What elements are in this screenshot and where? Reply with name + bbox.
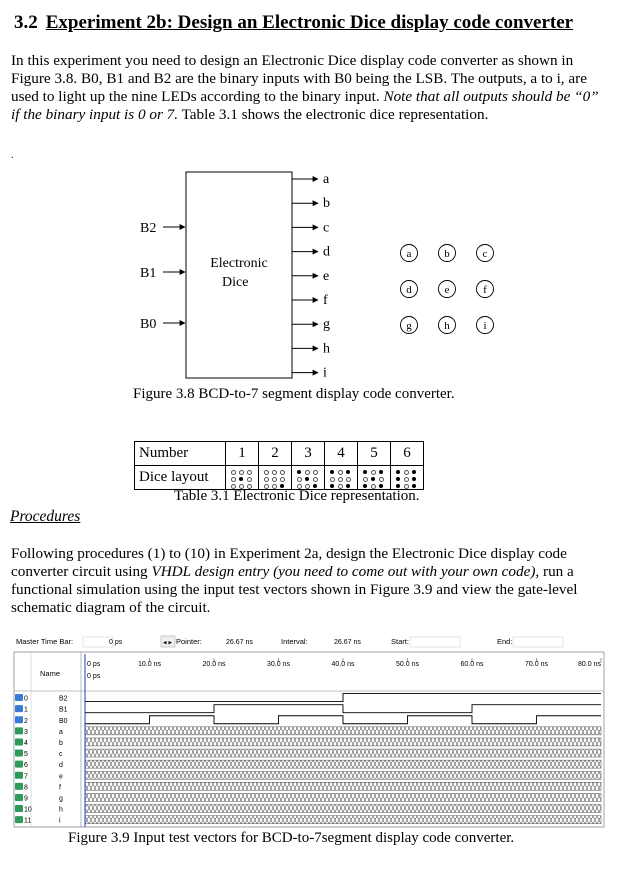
end-label: End: <box>497 637 513 646</box>
number-cell: 5 <box>358 442 391 466</box>
output-pin-icon <box>15 761 23 768</box>
led-label-g: g <box>406 320 412 332</box>
start-field[interactable] <box>410 637 460 647</box>
output-pin-icon <box>15 816 23 823</box>
dice-pip-off <box>363 477 368 482</box>
dice-pip-on <box>346 470 350 474</box>
output-label-f: f <box>323 293 328 308</box>
signal-index: 4 <box>24 739 28 747</box>
dice-pip-on <box>396 470 400 474</box>
number-cell: 4 <box>325 442 358 466</box>
output-pin-icon <box>15 772 23 779</box>
input-label-b2: B2 <box>140 221 157 236</box>
pointer-arrows-icon: ◂ ▸ <box>163 639 172 647</box>
signal-index: 3 <box>24 728 28 736</box>
signal-index: 1 <box>24 706 28 714</box>
led-label-c: c <box>482 248 488 260</box>
signal-row-c[interactable] <box>15 749 601 758</box>
signal-name: d <box>59 762 63 770</box>
signal-name: h <box>59 806 63 814</box>
time-tick-label: 40.0 ns <box>331 661 355 668</box>
led-label-e: e <box>444 284 450 296</box>
output-label-c: c <box>323 220 330 236</box>
number-cell: 1 <box>226 442 259 466</box>
dice-pip-on <box>239 477 243 481</box>
output-label-i: i <box>323 365 327 381</box>
time-tick-label: 80.0 ns <box>578 661 601 668</box>
input-label-b1: B1 <box>140 266 157 281</box>
block-label-2: Dice <box>222 275 249 290</box>
intro-sentence-1: In this experiment you need to design an Electronic Dice display code converter as shown in Figure 3.8. B0, B1 and B2 are the binary inputs with B0 being the LSB. The outputs, a to i, are used to light up the nine LEDs according to the binary input. <box>11 52 587 105</box>
dice-pip-off <box>231 477 236 482</box>
led-label-i: i <box>483 320 487 332</box>
marker-time-label: 0 ps <box>87 673 101 680</box>
number-row <box>135 442 424 466</box>
number-cell: 3 <box>292 442 325 466</box>
output-pin-icon <box>15 727 23 734</box>
led-label-f: f <box>483 284 487 296</box>
pointer-label: Pointer: <box>176 637 202 646</box>
dice-table <box>134 441 424 490</box>
layout-header: Dice layout <box>135 466 226 490</box>
output-label-h: h <box>323 341 330 357</box>
dice-pip-off <box>297 477 302 482</box>
undefined-output-waveform <box>85 793 601 801</box>
undefined-output-waveform <box>85 749 601 757</box>
dice-pip-off <box>313 477 318 482</box>
output-pin-icon <box>15 794 23 801</box>
dice-pip-off <box>231 470 236 475</box>
dice-pip-off <box>280 477 285 482</box>
signal-name: f <box>59 784 61 792</box>
figure-3-8 <box>0 160 638 386</box>
time-tick-label: 20.0 ns <box>202 661 226 668</box>
output-label-e: e <box>323 268 330 284</box>
undefined-output-waveform <box>85 805 601 813</box>
end-field[interactable] <box>513 637 563 647</box>
dice-layout-cell <box>391 466 424 490</box>
signal-row-b[interactable] <box>15 738 601 747</box>
procedures-text-1: Following procedures (1) to (10) in Experiment 2a, design the Electronic Dice display code converter circuit using <box>11 545 567 580</box>
time-tick-label: 50.0 ns <box>396 661 419 668</box>
input-pin-icon <box>15 705 23 712</box>
undefined-output-waveform <box>85 782 601 790</box>
number-header: Number <box>135 442 226 466</box>
number-cell: 2 <box>259 442 292 466</box>
dice-pip-on <box>412 477 416 481</box>
procedures-paragraph <box>11 545 599 617</box>
undefined-output-waveform <box>85 771 601 779</box>
dice-pip-off <box>264 477 269 482</box>
undefined-output-waveform <box>85 727 601 735</box>
dice-pip-off <box>247 477 252 482</box>
start-label: Start: <box>391 637 409 646</box>
figure-3-8-caption: Figure 3.8 BCD-to-7 segment display code converter. <box>133 386 455 402</box>
dice-pip-off <box>371 470 376 475</box>
undefined-output-waveform <box>85 738 601 746</box>
led-label-h: h <box>444 320 450 332</box>
procedures-heading: Procedures <box>10 508 81 525</box>
stray-dot: . <box>11 150 14 161</box>
dice-pip-on <box>330 470 334 474</box>
signal-row-a[interactable] <box>15 727 601 736</box>
signal-index: 7 <box>24 773 28 781</box>
time-tick-label: 60.0 ns <box>460 661 484 668</box>
signal-index: 9 <box>24 795 28 803</box>
output-label-d: d <box>323 244 330 260</box>
dice-pip-off <box>239 470 244 475</box>
dice-pip-off <box>305 470 310 475</box>
section-heading <box>14 12 573 34</box>
dice-pip-off <box>338 477 343 482</box>
dice-pip-off <box>346 477 351 482</box>
output-label-g: g <box>323 317 330 333</box>
dice-pip-on <box>305 477 309 481</box>
input-label-b0: B0 <box>140 317 157 332</box>
section-number: 3.2 <box>14 12 38 33</box>
signal-row-d[interactable] <box>15 760 601 769</box>
time-tick-label: 10.0 ns <box>138 661 161 668</box>
input-pin-icon <box>15 716 23 723</box>
figure-3-9-caption: Figure 3.9 Input test vectors for BCD-to-7segment display code converter. <box>68 830 515 846</box>
dice-pip-on <box>371 477 375 481</box>
signal-index: 2 <box>24 717 28 725</box>
output-pin-icon <box>15 750 23 757</box>
led-label-a: a <box>406 248 412 260</box>
table-3-1-caption: Table 3.1 Electronic Dice representation. <box>174 488 420 504</box>
dice-pip-off <box>379 477 384 482</box>
signal-name: e <box>59 773 63 781</box>
signal-row-g[interactable] <box>15 793 601 802</box>
dice-layout-cell <box>259 466 292 490</box>
master-time-value: 0 ps <box>109 639 123 646</box>
block-label-1: Electronic <box>210 256 268 271</box>
signal-name: a <box>59 728 63 736</box>
led-label-b: b <box>444 248 450 260</box>
signal-name: B0 <box>59 717 68 725</box>
output-label-a: a <box>323 172 330 187</box>
dice-pip-off <box>272 477 277 482</box>
signal-name: c <box>59 751 63 759</box>
dice-pip-off <box>280 470 285 475</box>
dice-layout-cell <box>358 466 391 490</box>
signal-name: B1 <box>59 706 68 714</box>
intro-sentence-2: Table 3.1 shows the electronic dice representation. <box>181 106 489 123</box>
signal-name: b <box>59 739 63 747</box>
interval-value: 26.67 ns <box>334 639 361 646</box>
signal-row-e[interactable] <box>15 771 601 780</box>
waveform-simulator <box>13 632 605 828</box>
dice-pip-on <box>396 477 400 481</box>
dice-pip-off <box>330 477 335 482</box>
procedures-text-italic: VHDL design entry (you need to come out with your own code), <box>151 563 540 580</box>
dice-layout-cell <box>292 466 325 490</box>
procedures-text-2: run a functional simulation using the input test vectors shown in Figure 3.9 and view the gate-level schematic diagram of the circuit. <box>11 563 578 616</box>
signal-index: 8 <box>24 784 28 792</box>
dice-layout-cell <box>226 466 259 490</box>
number-cell: 6 <box>391 442 424 466</box>
dice-pip-on <box>297 470 301 474</box>
signal-row-h[interactable] <box>15 805 601 814</box>
dice-pip-off <box>313 470 318 475</box>
led-label-d: d <box>406 284 412 296</box>
time-tick-label: 30.0 ns <box>267 661 290 668</box>
signal-index: 11 <box>24 817 32 825</box>
intro-note: Note that all outputs should be “0” if the binary input is 0 or 7. <box>11 88 599 123</box>
undefined-output-waveform <box>85 760 601 768</box>
signal-name: B2 <box>59 695 68 703</box>
output-pin-icon <box>15 783 23 790</box>
pointer-value: 26.67 ns <box>226 639 253 646</box>
dice-pip-off <box>247 470 252 475</box>
input-pin-icon <box>15 694 23 701</box>
dice-pip-on <box>363 470 367 474</box>
interval-label: Interval: <box>281 637 308 646</box>
signal-index: 10 <box>24 806 32 814</box>
dice-layout-cell <box>325 466 358 490</box>
dice-pip-off <box>272 470 277 475</box>
output-label-b: b <box>323 196 330 212</box>
signal-index: 6 <box>24 762 28 770</box>
master-time-bar-label: Master Time Bar: <box>16 637 74 646</box>
signal-row-f[interactable] <box>15 782 601 791</box>
output-pin-icon <box>15 805 23 812</box>
signal-index: 0 <box>24 695 28 703</box>
intro-paragraph <box>11 52 599 124</box>
signal-row-i[interactable] <box>15 816 601 825</box>
dice-pip-off <box>404 470 409 475</box>
signal-name: i <box>59 817 61 825</box>
dice-pip-off <box>404 477 409 482</box>
output-pin-icon <box>15 738 23 745</box>
dice-pip-on <box>379 470 383 474</box>
dice-pip-off <box>338 470 343 475</box>
signal-name: g <box>59 795 63 803</box>
dice-pip-off <box>264 470 269 475</box>
time-tick-label: 0 ps <box>87 661 101 668</box>
section-title: Experiment 2b: Design an Electronic Dice display code converter <box>45 12 574 33</box>
signal-index: 5 <box>24 751 28 759</box>
dice-pip-on <box>412 470 416 474</box>
layout-row <box>135 466 424 490</box>
name-column-header: Name <box>39 669 61 678</box>
time-tick-label: 70.0 ns <box>525 661 548 668</box>
undefined-output-waveform <box>85 816 601 824</box>
